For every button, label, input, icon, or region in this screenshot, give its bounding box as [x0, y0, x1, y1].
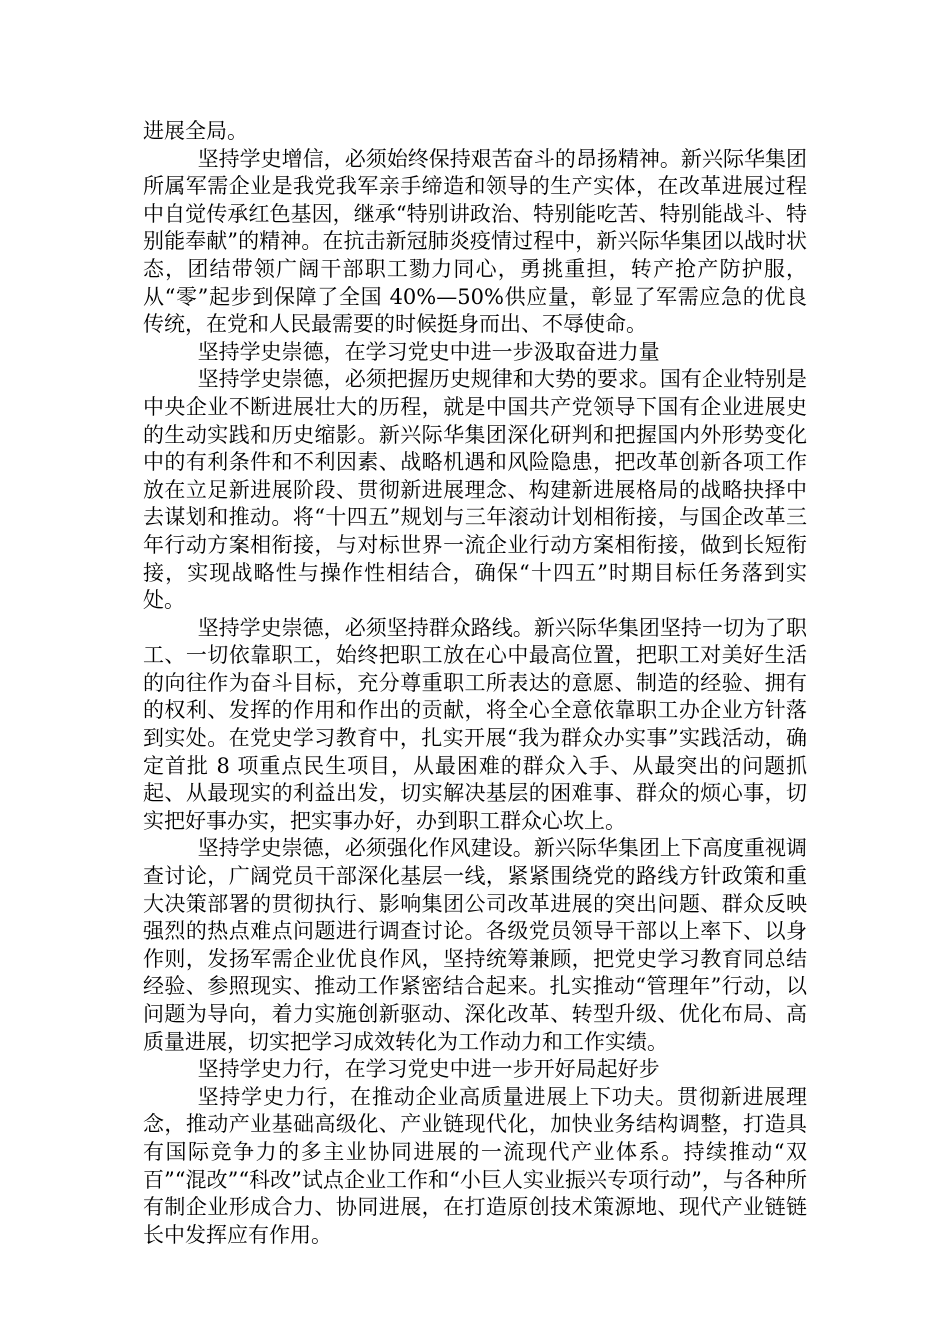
paragraph-historical-trend: 坚持学史崇德，必须把握历史规律和大势的要求。国有企业特别是中央企业不断进展壮大的历程，就是中国共产党领导下国有企业进展史的生动实践和历史缩影。新兴际华集团深化研判和把握国内外形势变化中的有利条件和不利因素、战略机遇和风险隐患，把改革创新各项工作放在立足新进展阶段、贯彻新进展理念、构建新进展格局的战略抉择中去谋划和推动。将“十四五”规划与三年滚动计划相衔接，与国企改革三年行动方案相衔接，与对标世界一流企业行动方案相衔接，做到长短衔接，实现战略性与操作性相结合，确保“十四五”时期目标任务落到实处。: [143, 367, 807, 613]
section-heading-virtue: 坚持学史崇德，在学习党史中进一步汲取奋进力量: [197, 339, 660, 364]
document-body: [143, 118, 807, 1249]
paragraph-continuation: 进展全局。: [143, 119, 248, 143]
section-heading-practice: 坚持学史力行，在学习党史中进一步开好局起好步: [197, 1057, 660, 1082]
paragraph-mass-line: 坚持学史崇德，必须坚持群众路线。新兴际华集团坚持一切为了职工、一切依靠职工，始终把职工放在心中最高位置，把职工对美好生活的向往作为奋斗目标，充分尊重职工所表达的意愿、制造的经验、拥有的权利、发挥的作用和作出的贡献，将全心全意依靠职工办企业方针落到实处。在党史学习教育中，扎实开展“我为群众办实事”实践活动，确定首批 8 项重点民生项目，从最困难的群众入手、从最突出的问题抓起、从最现实的利益出发，切实解决基层的困难事、群众的烦心事，切实把好事办实，把实事办好，办到职工群众心坎上。: [143, 615, 807, 833]
paragraph-hard-work-spirit: 坚持学史增信，必须始终保持艰苦奋斗的昂扬精神。新兴际华集团所属军需企业是我党我军亲手缔造和领导的生产实体，在改革进展过程中自觉传承红色基因，继承“特别讲政治、特别能吃苦、特别能战斗、特别能奉献”的精神。在抗击新冠肺炎疫情过程中，新兴际华集团以战时状态，团结带领广阔干部职工勠力同心，勇挑重担，转产抢产防护服，从“零”起步到保障了全国 40%—50%供应量，彰显了军需应急的优良传统，在党和人民最需要的时候挺身而出、不辱使命。: [143, 146, 807, 337]
paragraph-high-quality-development: 坚持学史力行，在推动企业高质量进展上下功夫。贯彻新进展理念，推动产业基础高级化、产业链现代化，加快业务结构调整，打造具有国际竞争力的多主业协同进展的一流现代产业体系。持续推动“双百”“混改”“科改”试点企业工作和“小巨人实业振兴专项行动”，与各种所有制企业形成合力、协同进展，在打造原创技术策源地、现代产业链链长中发挥应有作用。: [143, 1084, 807, 1247]
paragraph-work-style: 坚持学史崇德，必须强化作风建设。新兴际华集团上下高度重视调查讨论，广阔党员干部深化基层一线，紧紧围绕党的路线方针政策和重大决策部署的贯彻执行、影响集团公司改革进展的突出问题、群众反映强烈的热点难点问题进行调查讨论。各级党员领导干部以上率下、以身作则，发扬军需企业优良作风，坚持统筹兼顾，把党史学习教育同总结经验、参照现实、推动工作紧密结合起来。扎实推动“管理年”行动，以问题为导向，着力实施创新驱动、深化改革、转型升级、优化布局、高质量进展，切实把学习成效转化为工作动力和工作实绩。: [143, 836, 807, 1054]
